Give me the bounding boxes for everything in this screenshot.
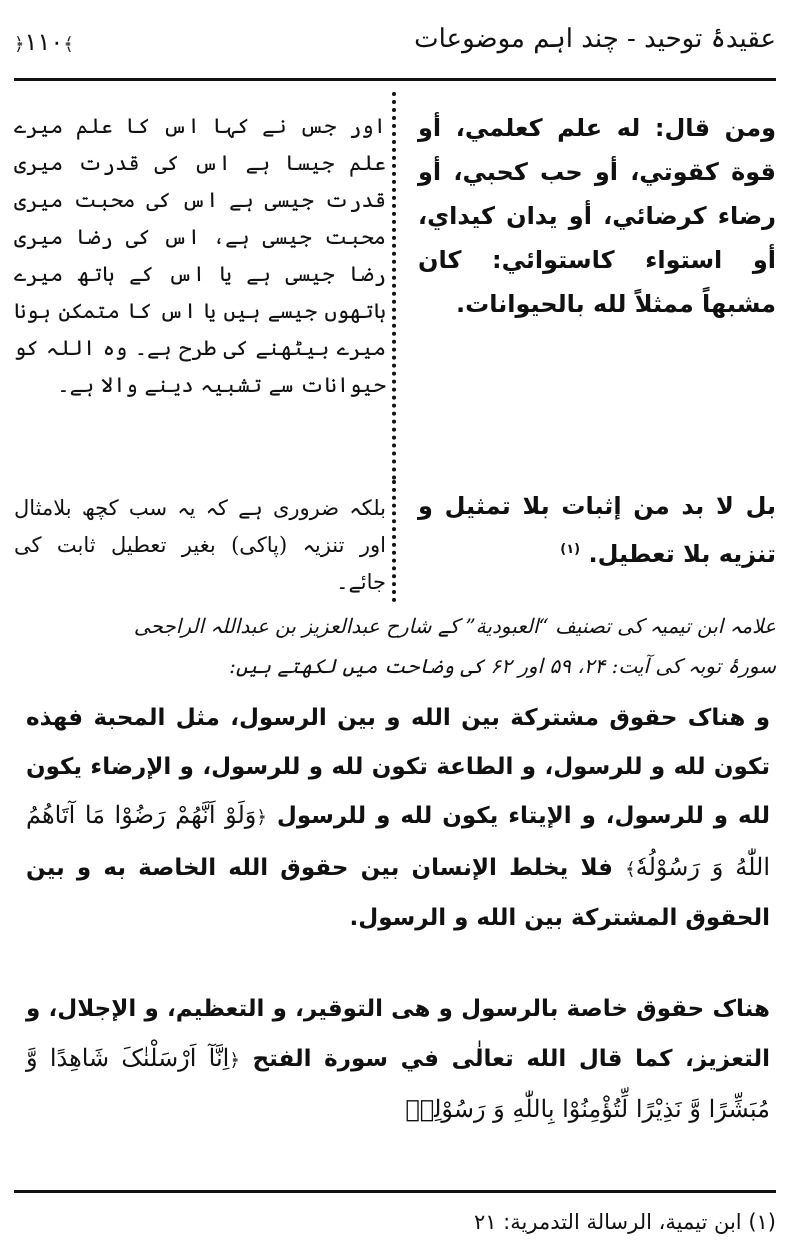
ornate-brace-close: ﴾ bbox=[625, 858, 636, 880]
running-title: عقیدۂ توحید - چند اہم موضوعات bbox=[414, 24, 776, 54]
ornament-left: ﴿ bbox=[14, 34, 25, 55]
urdu-translation: اور جس نے کہا اس کا علم میرے علم جیسا ہے اس کی قدرت میری قدرت جیسی ہے اس کی محبت میری محبت جیسی ہے، اس کی رضا میری رضا جیسی ہے یا اس کے ہاتھ میرے ہاتھوں جیسے ہیں یا اس کا متمکن ہونا میرے بیٹھنے کی طرح ہے۔ وہ اللہ کو حیوانات سے تشبیہ دینے والا ہے۔ bbox=[14, 114, 386, 397]
arabic-paragraph bbox=[26, 694, 770, 943]
ornate-brace-open: ﴿ bbox=[256, 807, 267, 828]
paragraph-text: هناک حقوق خاصة بالرسول و هى التوقير، و التعظيم، و الإجلال، و التعزيز، كما قال الله تعالٰى في سورة الفتح bbox=[26, 996, 771, 1072]
page-number-value: ١١٠ bbox=[24, 28, 64, 56]
ornament-right: ﴾ bbox=[63, 34, 74, 55]
page-header bbox=[14, 22, 776, 70]
ornate-brace-open: ﴿ bbox=[229, 1049, 240, 1071]
footnote: (١) ابن تيمية، الرسالة التدمرية: ٢١ bbox=[473, 1210, 776, 1234]
quran-verse: وَلَوْ اَنَّهُمْ رَضُوْا مَا آتَاهُمُ اللّٰهُ وَ رَسُوْلُهٗ bbox=[26, 801, 770, 881]
arabic-text bbox=[418, 484, 776, 576]
column-divider bbox=[392, 480, 396, 602]
two-column-block-1 bbox=[14, 92, 776, 480]
two-column-block-2 bbox=[14, 480, 776, 602]
arabic-text-body: بل لا بد من إثبات بلا تمثيل و تنزيه بلا تعطيل. bbox=[418, 492, 776, 568]
header-rule bbox=[14, 78, 776, 81]
paragraph-text: فلا يخلط الإنسان بين حقوق الله الخاصة به و بين الحقوق المشتركة بين الله و الرسول. bbox=[26, 854, 770, 931]
footnote-rule bbox=[14, 1190, 776, 1193]
page-number bbox=[14, 28, 74, 56]
paragraph-text: و هناک حقوق مشترکة بين الله و بين الرسول، مثل المحبة فهذه تكون لله و للرسول، و الطاعة تكون لله و للرسول، و الإرضاء يكون لله و للرسول، و الإيتاء يكون لله و للرسول bbox=[26, 705, 770, 829]
column-divider bbox=[392, 92, 396, 480]
commentary-intro bbox=[14, 606, 776, 686]
footnote-reference[interactable]: (١) bbox=[560, 542, 581, 557]
urdu-translation: بلکہ ضروری ہے کہ یہ سب کچھ بلامثال اور تنزیہ (پاکی) بغیر تعطیل ثابت کی جائے۔ bbox=[14, 496, 386, 594]
commentary-line: علامہ ابن تیمیہ کی تصنیف “العبودیة” کے شارح عبدالعزیز بن عبداللہ الراجحی bbox=[133, 614, 776, 638]
commentary-line: سورۂ توبہ کی آیت: ۲۴، ۵۹ اور ۶۲ کی وضاحت میں لکھتے ہیں: bbox=[229, 654, 776, 678]
arabic-text: ومن قال: له علم كعلمي، أو قوة كقوتي، أو حب كحبي، أو رضاء كرضائي، أو يدان كيداي، أو استواء كاستوائي: كان مشبهاً ممثلاً لله بالحيوانات. bbox=[418, 114, 776, 318]
arabic-paragraph bbox=[26, 985, 770, 1135]
quran-verse: اِنَّآ اَرْسَلْنٰکَ شَاهِدًا وَّ مُبَشِّرًا وَّ نَذِيْرًا لِّتُؤْمِنُوْا بِاللّٰهِ وَ رَسُوْلِهٖ bbox=[26, 1043, 770, 1123]
